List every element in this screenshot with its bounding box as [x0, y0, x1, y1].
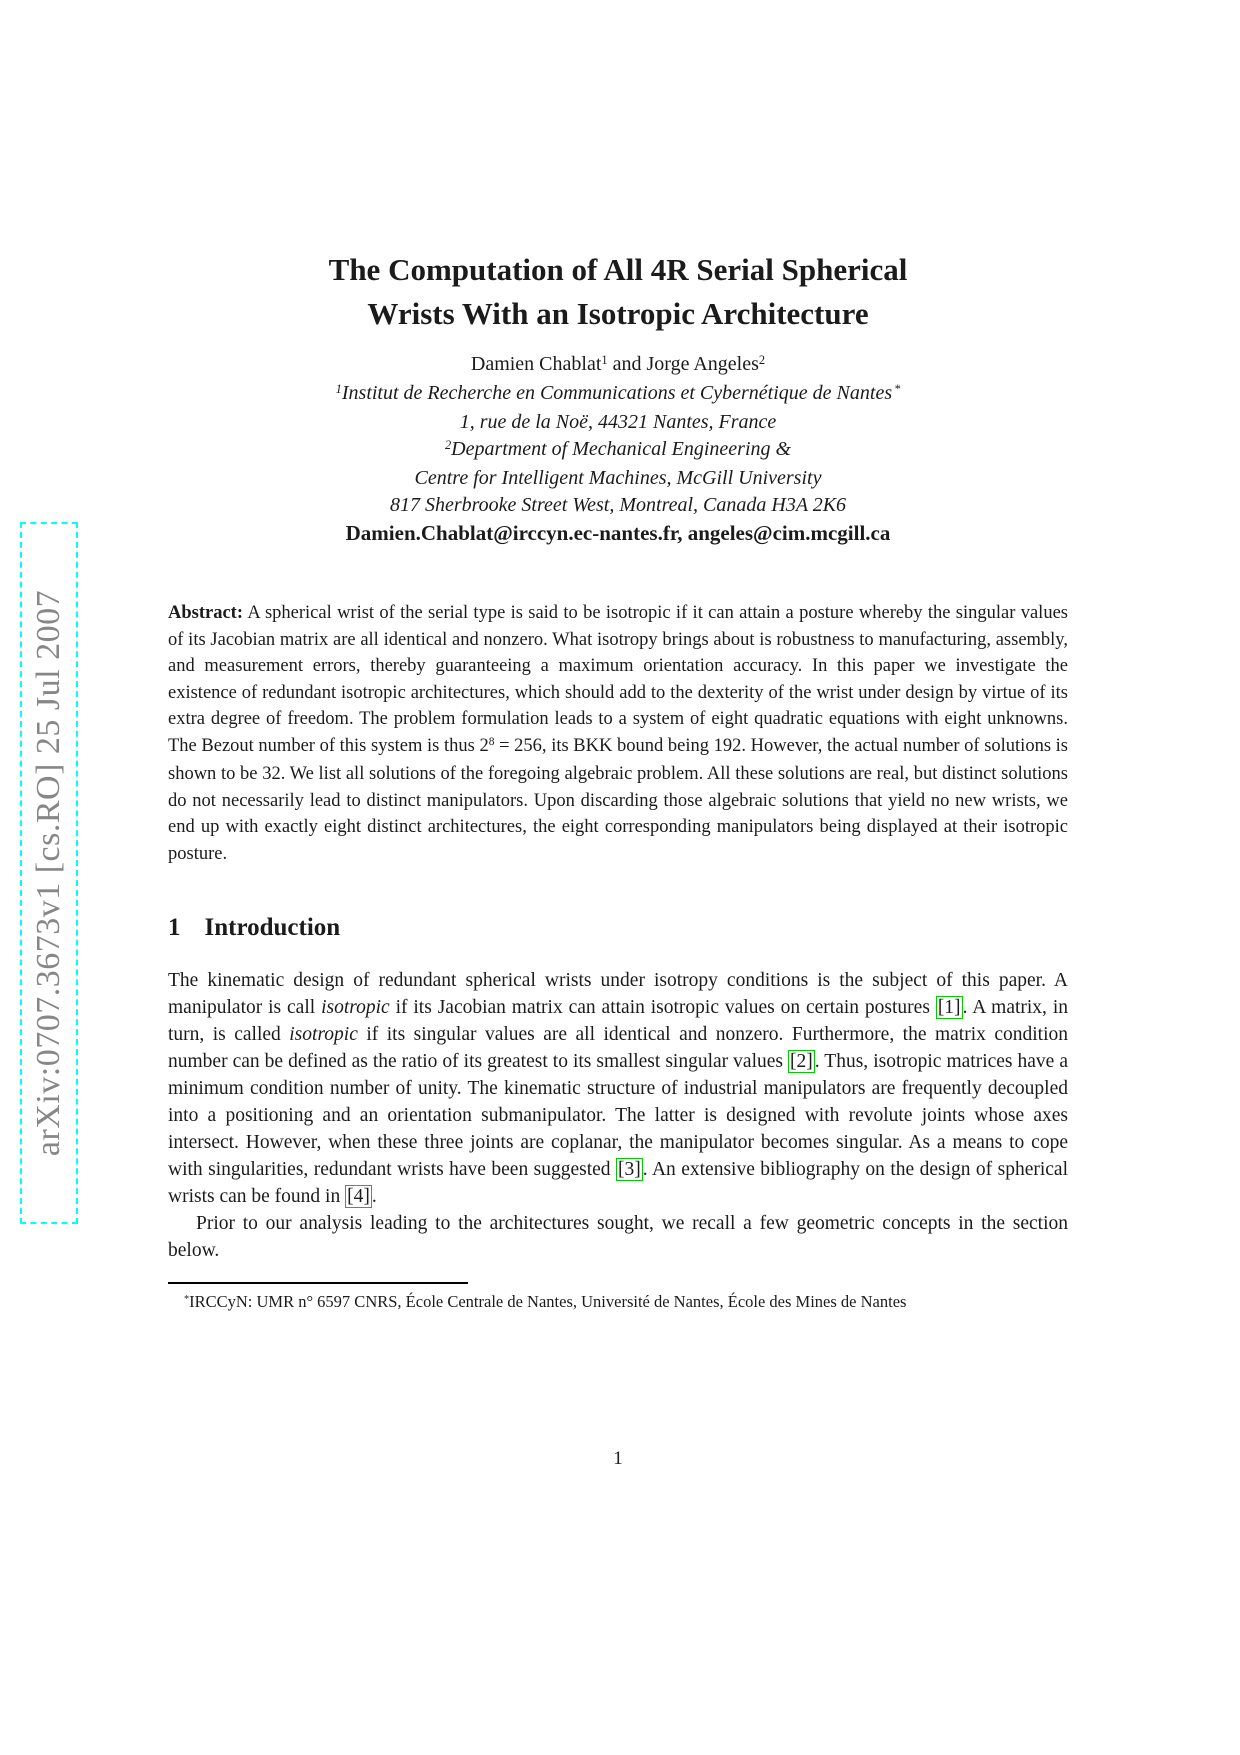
abstract-text-part2: = 256, its BKK bound being 192. However, the actual number of solutions is shown to be 32. We list all solutions of the foregoing algebraic problem. All these solutions are real, but distinct solutions do not necessarily lead to distinct manipulators. Upon discarding those algebraic solutions that yield no new wrists, we end up with exactly eight distinct architectures, the eight corresponding manipulators being displayed at their isotropic posture.: [168, 735, 1068, 864]
author-affmark-1: 1: [601, 352, 608, 367]
introduction-paragraph-2: Prior to our analysis leading to the architectures sought, we recall a few geometric concepts in the section below.: [168, 1213, 1068, 1261]
p1-seg5: . An extensive bibliography on the design of spherical wrists can be found in: [168, 1159, 1068, 1207]
introduction-paragraph-1: [168, 967, 1068, 1210]
p1-seg1: if its Jacobian matrix can attain isotropic values on certain postures: [389, 997, 936, 1018]
affiliation-2: [168, 436, 1068, 465]
page-number: 1: [613, 1448, 623, 1469]
footnote-marker: *: [184, 1293, 190, 1305]
affiliation-2-name: Department of Mechanical Engineering &: [451, 438, 792, 460]
author-connector: and: [607, 353, 647, 375]
citation-link-4[interactable]: [4]: [347, 1186, 370, 1207]
p1-emphasis-2: isotropic: [289, 1024, 358, 1045]
abstract: [168, 600, 1068, 867]
p1-seg0: The kinematic design of redundant spherical wrists under isotropy conditions is the subject of this paper. A manipulator is call: [168, 970, 1068, 1018]
paper-title-line1: The Computation of All 4R Serial Spherical: [328, 252, 908, 287]
author-name-2: Jorge Angeles: [646, 353, 759, 375]
author-emails: Damien.Chablat@irccyn.ec-nantes.fr, angeles@cim.mcgill.ca: [345, 521, 891, 545]
affiliation-2-address: 817 Sherbrooke Street West, Montreal, Canada H3A 2K6: [389, 494, 847, 516]
affiliation-1-superscript: 1: [335, 381, 342, 396]
author-name-1: Damien Chablat: [470, 353, 602, 375]
text-column: [168, 0, 1068, 1316]
footnote-rule: [168, 1282, 468, 1284]
affiliation-1-name: Institut de Recherche en Communications et Cybernétique de Nantes: [341, 382, 893, 404]
abstract-exponent: 8: [488, 735, 495, 748]
citation-link-3[interactable]: [3]: [617, 1159, 641, 1180]
footnote-text: IRCCyN: UMR n° 6597 CNRS, École Centrale de Nantes, Université de Nantes, École des Mines de Nantes: [189, 1292, 907, 1311]
p1-seg3: if its singular values are all identical and nonzero. Furthermore, the matrix condition number can be defined as the ratio of its greatest to its smallest singular values: [168, 1024, 1069, 1072]
author-affmark-2: 2: [758, 352, 766, 367]
arxiv-watermark-box: [20, 522, 78, 1224]
author-line: [168, 351, 1068, 380]
citation-link-2[interactable]: [2]: [790, 1051, 813, 1072]
introduction-body: [168, 967, 1068, 1264]
section-1-number: 1: [168, 914, 181, 941]
p1-seg4: . Thus, isotropic matrices have a minimum condition number of unity. The kinematic structure of industrial manipulators are frequently decoupled into a positioning and an orientation submanipulator. The latter is designed with revolute joints whose axes intersect. However, when these three joints are coplanar, the manipulator becomes singular. As a means to cope with singularities, redundant wrists have been suggested: [168, 1051, 1069, 1180]
arxiv-watermark-text: arXiv:0707.3673v1 [cs.RO] 25 Jul 2007: [30, 589, 67, 1157]
section-1-title: Introduction: [204, 914, 341, 941]
abstract-label: Abstract:: [168, 603, 244, 623]
p1-seg2: . A matrix, in turn, is called: [168, 997, 1068, 1045]
affiliation-1-footnote-mark: *: [894, 381, 901, 396]
affiliation-2-centre: Centre for Intelligent Machines, McGill University: [414, 467, 822, 489]
paper-title: [168, 248, 1068, 336]
affiliation-1-address: 1, rue de la Noë, 44321 Nantes, France: [459, 411, 777, 433]
footnote-block: [168, 1282, 1068, 1316]
p1-seg6: .: [371, 1186, 377, 1207]
affiliation-1: [168, 380, 1068, 409]
citation-link-1[interactable]: [1]: [937, 997, 961, 1018]
affiliation-2-superscript: 2: [444, 437, 452, 452]
abstract-text-part1: A spherical wrist of the serial type is said to be isotropic if it can attain a posture whereby the singular values of its Jacobian matrix are all identical and nonzero. What isotropy brings about is robustness to manufacturing, assembly, and measurement errors, thereby guaranteeing a maximum orientation accuracy. In this paper we investigate the existence of redundant isotropic architectures, which should add to the dexterity of the wrist under design by virtue of its extra degree of freedom. The problem formulation leads to a system of eight quadratic equations with eight unknowns. The Bezout number of this system is thus 2: [168, 603, 1068, 756]
footnote: [168, 1291, 1068, 1316]
section-1-heading: [168, 913, 1068, 943]
p1-emphasis-1: isotropic: [321, 997, 390, 1018]
paper-title-line2: Wrists With an Isotropic Architecture: [367, 296, 869, 331]
